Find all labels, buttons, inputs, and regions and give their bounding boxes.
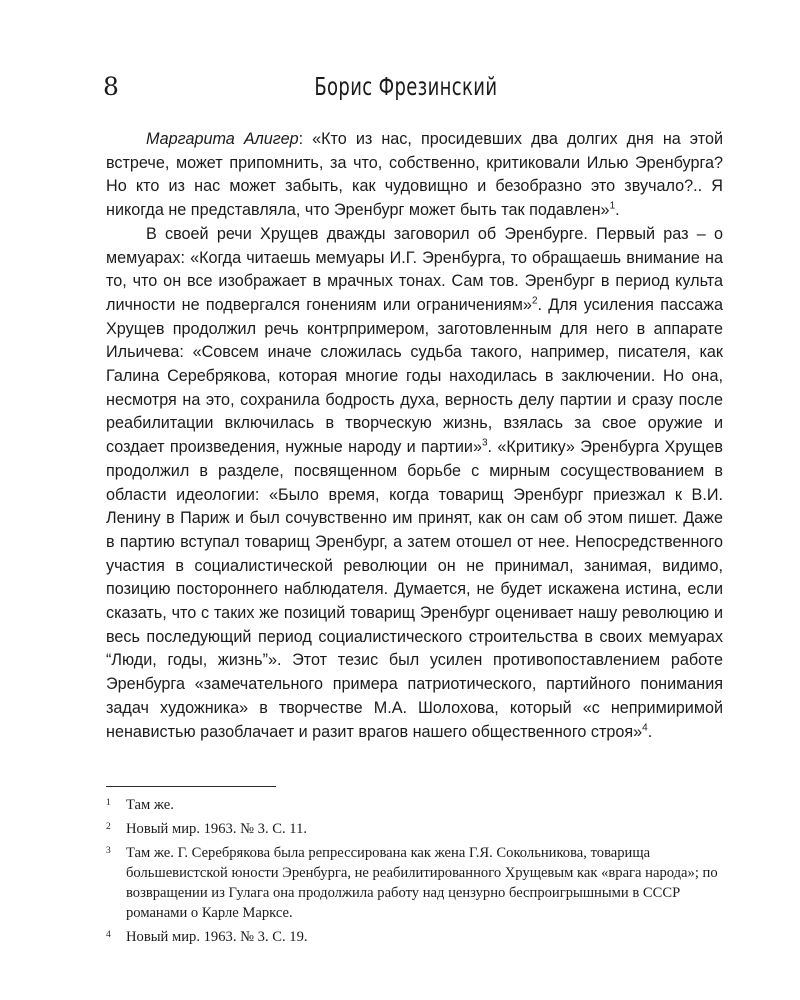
footnote-number: 2 [106,822,111,832]
footnote-ref: 2 [531,295,538,307]
footnote-number: 3 [106,846,111,856]
footnote [106,927,724,947]
footnote-ref: 4 [642,722,648,734]
footnote-ref: 3 [481,437,488,449]
footnote-text: Новый мир. 1963. № 3. С. 11. [126,821,308,837]
footnote-rule [106,786,276,787]
footnote-text: Там же. Г. Серебрякова была репрессирована как жена Г.Я. Сокольникова, товарища большевистской юности Эренбурга, не реабилитированного Хрущевым как «врага народа»; по возвращении из Гулага она продолжила работу над цензурно беспроигрышными в СССР романами о Карле Марксе. [126,845,718,921]
paragraph-text: . «Критику» Эренбурга Хрущев продолжил в разделе, посвященном борьбе с мирным сосуществованием в области идеологии: «Было время, когда товарищ Эренбург приезжал к В.И. Ленину в Париж и был сочувственно им принят, как он сам об этом пишет. Даже в партию вступал товарищ Эренбург, а затем отошел от нее. Непосредственного участия в социалистической революции он не принимал, занимая, видимо, позицию постороннего наблюдателя. Думается, не будет искажена истина, если сказать, что с таких же позиций товарищ Эренбург оценивает нашу революцию и весь последующий период социалистического строительства в своих мемуарах “Люди, годы, жизнь”». Этот тезис был усилен противопоставлением работе Эренбурга «замечательного примера патриотического, партийного понимания задач художника» в творчестве М.А. Шолохова, который «с непримиримой ненавистью разоблачает и разит врагов нашего общественного строя» [106,438,723,741]
footnote [106,819,724,839]
speaker-name: Маргарита Алигер [146,130,299,148]
footnote-text: Новый мир. 1963. № 3. С. 19. [126,929,308,945]
paragraph-khrushchev [106,223,723,744]
footnote-text: Там же. [126,797,174,813]
paragraph-tail: . [647,722,653,741]
paragraph-tail: . [615,201,620,220]
footnote-ref: 1 [609,200,616,212]
footnote-number: 4 [106,930,111,940]
footnote [106,795,724,815]
footnotes [106,795,724,951]
paragraph-text: : «Кто из нас, просидевших два долгих дня на этой встрече, может припомнить, за что, собственно, критиковали Илью Эренбурга? Но кто из нас может забыть, как чудовищно и безобразно это звучало?.. Я никогда не представляла, что Эренбург может быть так подавлен» [106,130,723,220]
paragraph-text: . Для усиления пассажа Хрущев продолжил речь контрпримером, заготовленным для него в аппарате Ильичева: «Совсем иначе сложилась судьба такого, например, писателя, как Галина Серебрякова, которая многие годы находилась в заключении. Но она, несмотря на это, сохранила бодрость духа, верность делу партии и сразу после реабилитации включилась в творческую жизнь, взялась за свое оружие и создает произведения, нужные народу и партии» [106,295,723,457]
page-number: 8 [103,72,119,101]
footnote [106,843,724,923]
footnote-number: 1 [106,798,111,808]
body-text [106,128,723,744]
paragraph-aliger [106,128,723,223]
paragraph-text: В своей речи Хрущев дважды заговорил об Эренбурге. Первый раз – о мемуарах: «Когда читаешь мемуары И.Г. Эренбурга, то обращаешь внимание на то, что он все изображает в мрачных тонах. Сам тов. Эренбург в период культа личности не подвергался гонениям или ограничениям» [106,224,723,314]
running-head: Борис Фрезинский [314,72,498,101]
